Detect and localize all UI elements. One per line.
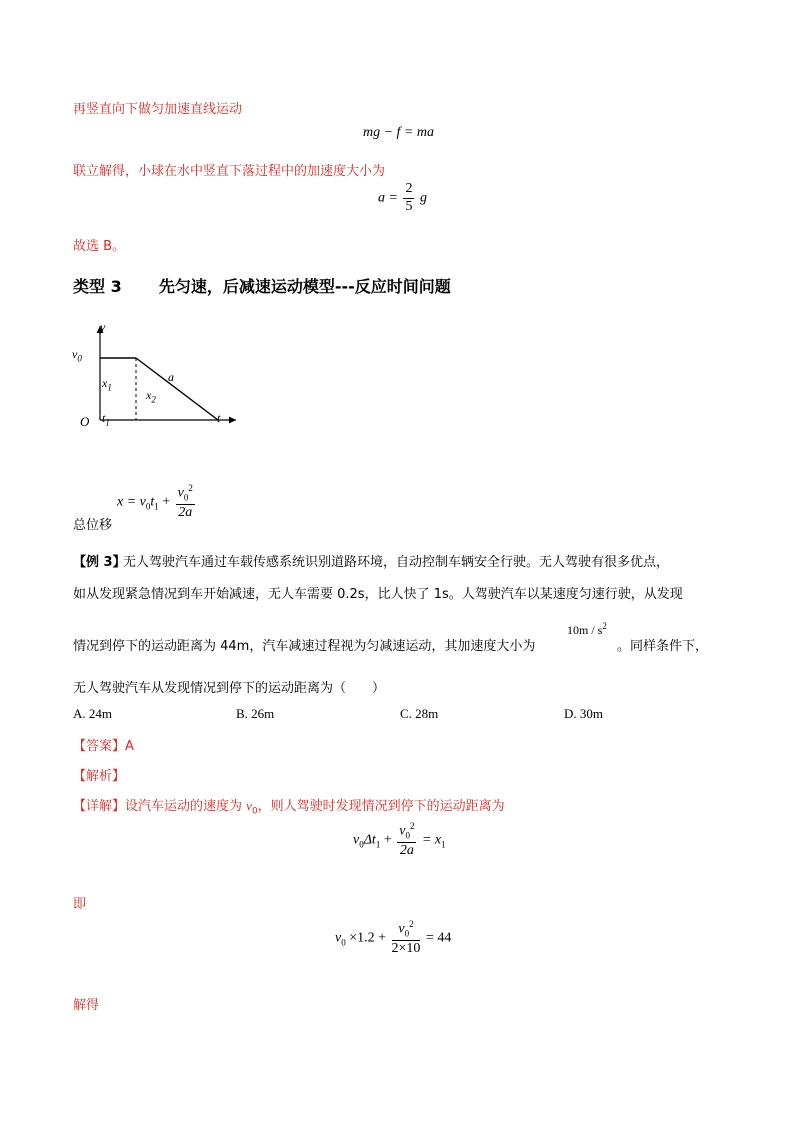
solution-line-1: 再竖直向下做匀加速直线运动 xyxy=(73,102,243,117)
option-a: A. 24m xyxy=(73,706,112,721)
eq2-denominator: 5 xyxy=(405,198,413,214)
example-paragraph-1: 无人驾驶汽车通过车载传感系统识别道路环境，自动控制车辆安全行驶。无人驾驶有很多优点， xyxy=(123,555,670,570)
eq2-lhs: a = xyxy=(378,190,398,206)
eq2-g: g xyxy=(419,190,427,206)
jiede-line: 解得 xyxy=(73,998,100,1013)
option-c: C. 28m xyxy=(400,706,439,721)
eq3-fraction: $\frac{v_0^2}{2a}$ xyxy=(177,483,193,520)
solution-line-3: 故选 B。 xyxy=(73,239,126,254)
graph-x1-label: $x_1$ xyxy=(102,376,112,393)
analysis-line: 【解析】 xyxy=(73,769,126,784)
example-tag: 【例 3】 xyxy=(73,555,126,570)
graph-a-label: a xyxy=(168,370,174,384)
detail-tag: 【详解】 xyxy=(73,799,126,814)
ji-line: 即 xyxy=(73,897,87,912)
graph-y-label: y xyxy=(100,320,106,334)
example-paragraph-3b: 。同样条件下， xyxy=(617,639,709,654)
acceleration-unit: $10m / s^2$ xyxy=(567,621,607,637)
graph-t1-label: $t_1$ xyxy=(102,411,110,428)
velocity-time-graph xyxy=(70,318,250,434)
type-title: 先匀速，后减速运动模型---反应时间问题 xyxy=(158,277,451,296)
graph-v0-label: $v_0$ xyxy=(72,347,82,364)
equation-numeric: $v_0 \times 1.2$ + $\frac{v_0^2}{2\times 10}$ = 44 xyxy=(335,919,452,956)
detail-line: 【详解】设汽车运动的速度为 $v_0$，则人驾驶时发现情况到停下的运动距离为 xyxy=(73,798,505,817)
answer-line: 【答案】A xyxy=(73,739,134,754)
eq2-fraction xyxy=(403,182,414,214)
example-paragraph-3a: 情况到停下的运动距离为 44m，汽车减速过程视为匀减速运动，其加速度大小为 xyxy=(73,639,536,654)
graph-x2-label: $x_2$ xyxy=(146,388,156,405)
graph-origin-label: O xyxy=(80,414,90,429)
type-label: 类型 3 xyxy=(73,277,122,296)
equation-newton: mg − f = ma xyxy=(363,125,435,140)
equation-human-distance: $v_0\Delta t_1$ + $\frac{v_0^2}{2a}$ = $x_1$ xyxy=(353,821,446,858)
option-b: B. 26m xyxy=(236,706,275,721)
eq5-fraction: $\frac{v_0^2}{2\times 10}$ xyxy=(391,919,421,956)
equation-acceleration xyxy=(378,182,427,214)
example-paragraph-2: 如从发现紧急情况到车开始减速，无人车需要 0.2s，比人快了 1s。人驾驶汽车以某速度匀速行驶，从发现 xyxy=(73,587,683,602)
solution-line-2: 联立解得，小球在水中竖直下落过程中的加速度大小为 xyxy=(73,164,386,179)
graph-t-label: t xyxy=(217,411,221,425)
graph-svg xyxy=(70,318,250,434)
section-heading xyxy=(73,274,451,297)
example-paragraph-4: 无人驾驶汽车从发现情况到停下的运动距离为（ ） xyxy=(73,681,386,696)
option-d: D. 30m xyxy=(564,706,603,721)
eq2-numerator: 2 xyxy=(403,182,414,199)
eq4-fraction: $\frac{v_0^2}{2a}$ xyxy=(399,821,415,858)
equation-total-displacement: $x = v_0t_1$ + $\frac{v_0^2}{2a}$ xyxy=(117,483,193,520)
total-displacement-label: 总位移 xyxy=(73,518,113,533)
